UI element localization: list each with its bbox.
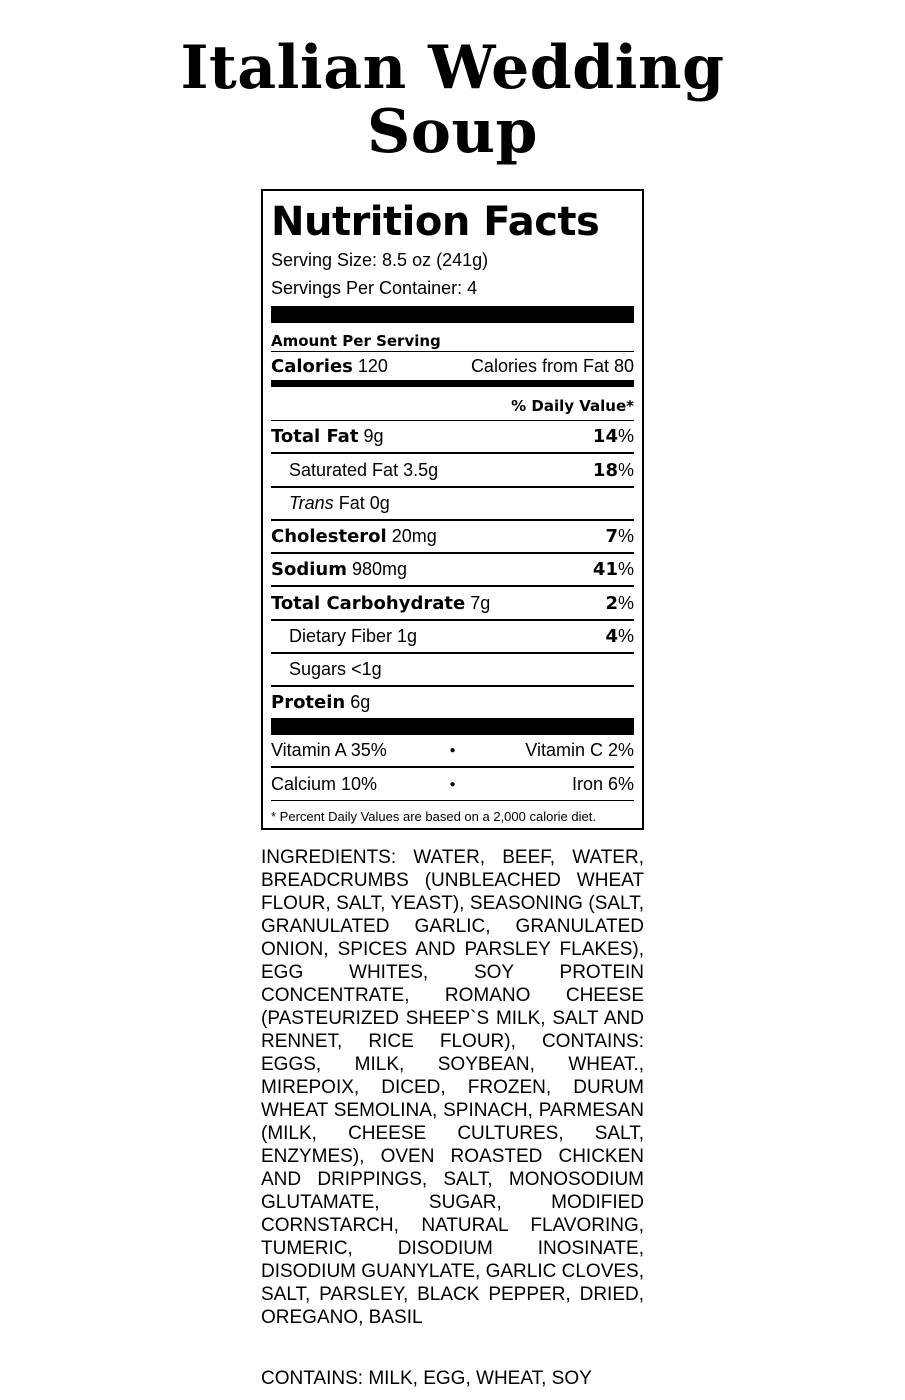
nutrient-dv: 2 [605, 592, 618, 614]
allergen-statement: CONTAINS: MILK, EGG, WHEAT, SOY [261, 1368, 592, 1389]
vitamin-a: Vitamin A 35% [271, 740, 387, 760]
nutrient-label: Cholesterol [271, 526, 387, 547]
nutrient-dv: 7 [605, 526, 618, 547]
nutrient-row-total-fat [271, 421, 634, 452]
calories-from-fat: Calories from Fat 80 [470, 355, 634, 376]
nutrient-row-dietary-fiber [271, 621, 634, 652]
nutrient-dv: 14 [592, 426, 618, 447]
nutrient-label: Fat [338, 493, 365, 513]
nutrient-amount: 20mg [391, 526, 437, 546]
nutrient-amount: 9g [363, 426, 384, 446]
nutrient-label: Protein [271, 692, 346, 713]
thick-divider [271, 306, 634, 323]
amount-per-serving: Amount Per Serving [271, 332, 441, 350]
nutrient-label-italic: Trans [289, 493, 334, 513]
nutrient-label: Total Fat [271, 426, 359, 447]
product-title-line-2: Soup [367, 97, 538, 167]
percent-sign: % [617, 559, 634, 579]
nutrient-amount: <1g [351, 659, 382, 679]
nutrient-row-total-carbohydrate [271, 587, 634, 619]
bullet-icon: ● [449, 745, 456, 756]
nutrient-row-cholesterol [271, 521, 634, 552]
calories-value: 120 [357, 355, 388, 376]
thick-divider [271, 718, 634, 735]
nutrient-amount: 3.5g [403, 459, 439, 480]
nutrient-dv: 18 [592, 459, 618, 481]
nutrient-amount: 6g [350, 692, 371, 712]
ingredients-list: INGREDIENTS: WATER, BEEF, WATER, BREADCRUMBS (UNBLEACHED WHEAT FLOUR, SALT, YEAST), SEASONING (SALT, GRANULATED GARLIC, GRANULATED ONION, SPICES AND PARSLEY FLAKES), EGG WHITES, SOY PROTEIN CONCENTRATE, ROMANO CHEESE (PASTEURIZED SHEEP`S MILK, SALT AND RENNET, RICE FLOUR), CONTAINS: EGGS, MILK, SOYBEAN, WHEAT., MIREPOIX, DICED, FROZEN, DURUM WHEAT SEMOLINA, SPINACH, PARMESAN (MILK, CHEESE CULTURES, SALT, ENZYMES), OVEN ROASTED CHICKEN AND DRIPPINGS, SALT, MONOSODIUM GLUTAMATE, SUGAR, MODIFIED CORNSTARCH, NATURAL FLAVORING, TUMERIC, DISODIUM INOSINATE, DISODIUM GUANYLATE, GARLIC CLOVES, SALT, PARSLEY, BLACK PEPPER, DRIED, OREGANO, BASIL [261, 847, 644, 1328]
daily-value-footnote: * Percent Daily Values are based on a 2,000 calorie diet. [271, 809, 596, 824]
nutrient-label: Total Carbohydrate [271, 592, 466, 614]
nutrient-row-protein [271, 687, 634, 718]
iron: Iron 6% [571, 773, 634, 794]
servings-per-container: Servings Per Container: 4 [271, 278, 478, 298]
calories-label: Calories [271, 355, 353, 377]
daily-value-header: % Daily Value* [511, 396, 634, 415]
nutrient-amount: 0g [369, 493, 390, 513]
product-title [0, 33, 905, 167]
serving-size: Serving Size: 8.5 oz (241g) [271, 250, 489, 270]
percent-sign: % [617, 592, 634, 613]
divider [271, 800, 634, 801]
percent-sign: % [617, 626, 634, 646]
nutrient-label: Dietary Fiber [289, 626, 393, 646]
bullet-icon: ● [449, 778, 456, 790]
medium-divider [271, 380, 634, 387]
nutrient-row-sodium [271, 554, 634, 585]
nutrient-row-sugars [271, 654, 634, 685]
percent-sign: % [617, 526, 634, 546]
product-title-line-1: Italian Wedding [180, 33, 725, 103]
nutrient-label: Sugars [289, 659, 347, 679]
nutrient-amount: 1g [397, 626, 418, 646]
nutrient-row-trans-fat [271, 488, 634, 519]
calcium: Calcium 10% [271, 773, 378, 794]
nutrient-dv: 41 [592, 559, 618, 580]
nutrient-amount: 7g [470, 592, 491, 613]
mineral-row [271, 768, 634, 800]
nutrient-label: Sodium [271, 559, 347, 580]
nutrient-amount: 980mg [351, 559, 408, 579]
nutrition-facts-heading: Nutrition Facts [271, 199, 600, 245]
percent-sign: % [617, 426, 634, 446]
nutrient-label: Saturated Fat [289, 459, 399, 480]
vitamin-c: Vitamin C 2% [525, 740, 634, 760]
calories-row [271, 352, 634, 380]
vitamin-row [271, 735, 634, 766]
nutrient-row-saturated-fat [271, 454, 634, 486]
daily-value-header-row [271, 391, 634, 420]
nutrition-facts-label [261, 189, 644, 830]
percent-sign: % [617, 459, 634, 480]
nutrient-dv: 4 [605, 626, 618, 647]
